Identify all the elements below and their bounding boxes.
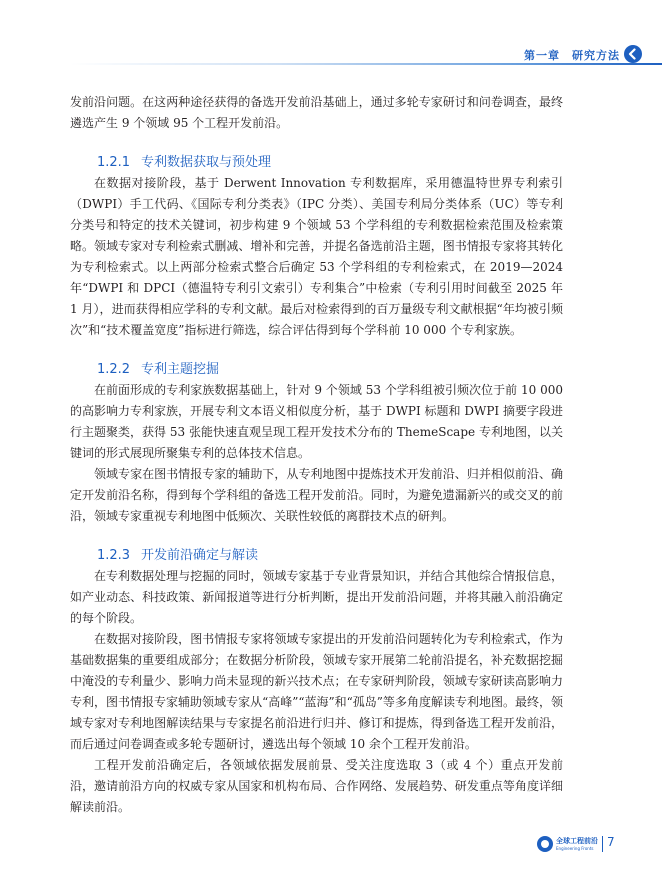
logo-chinese-text: 全球工程前沿 xyxy=(556,837,598,845)
engineering-fronts-logo xyxy=(537,835,599,855)
body-paragraph: 在数据对接阶段，图书情报专家将领域专家提出的开发前沿问题转化为专利检索式，作为基础数据集的重要组成部分；在数据分析阶段，领域专家开展第二轮前沿提名，补充数据挖掘中淹没的专利量少、影响力尚未显现的新兴技术点；在专家研判阶段，领域专家研读高影响力专利，图书情报专家辅助领域专家从“高峰”“蓝海”和“孤岛”等多角度解读专利地图。最终，领域专家对专利地图解读结果与专家提名前沿进行归并、修订和提炼，得到备选工程开发前沿，而后通过问卷调查或多轮专题研讨，遴选出每个领域 10 余个工程开发前沿。 xyxy=(70,632,563,751)
body-paragraph: 在专利数据处理与挖掘的同时，领域专家基于专业背景知识，并结合其他综合情报信息，如产业动态、科技政策、新闻报道等进行分析判断，提出开发前沿问题，并将其融入前沿确定的每个阶段。 xyxy=(70,569,563,625)
page-header xyxy=(0,0,662,70)
intro-paragraph: 发前沿问题。在这两种途径获得的备选开发前沿基础上，通过多轮专家研讨和问卷调查，最终遴选产生 9 个领域 95 个工程开发前沿。 xyxy=(70,95,563,130)
body-paragraph: 在前面形成的专利家族数据基础上，针对 9 个领域 53 个学科组被引频次位于前 10 000 的高影响力专利家族，开展专利文本语义相似度分析，基于 DWPI 标题和 DWPI 摘要字段进行主题聚类，获得 53 张能快速直观呈现工程开发技术分布的 ThemeScape 专利地图，以关键词的形式展现所聚集专利的总体技术信息。 xyxy=(70,383,563,460)
footer-divider xyxy=(602,836,603,852)
section-number: 1.2.3 xyxy=(97,548,131,563)
header-rule xyxy=(70,63,662,65)
body-paragraph: 领域专家在图书情报专家的辅助下，从专利地图中提炼技术开发前沿、归并相似前沿、确定开发前沿名称，得到每个学科组的备选工程开发前沿。同时，为避免遗漏新兴的或交叉的前沿，领域专家重视专利地图中低频次、关联性较低的离群技术点的研判。 xyxy=(70,467,563,523)
globe-icon xyxy=(537,836,553,852)
page-body xyxy=(70,92,563,818)
body-paragraph: 在数据对接阶段，基于 Derwent Innovation 专利数据库，采用德温特世界专利索引（DWPI）手工代码、《国际专利分类表》（IPC 分类）、美国专利局分类体系（UC）等专利分类号和特定的技术关键词，初步构建 9 个领域 53 个学科组的专利数据检索范围及检索策略。领域专家对专利检索式删减、增补和完善，并提名备选前沿主题，图书情报专家将其转化为专利检索式。以上两部分检索式整合后确定 53 个学科组的专利检索式，在 2019—2024 年“DWPI 和 DPCI（德温特专利引文索引）专利集合”中检索（专利引用时间截至 2025 年 1 月），进而获得相应学科的专利文献。最后对检索得到的百万量级专利文献根据“年均被引频次”和“技术覆盖宽度”指标进行筛选，综合评估得到每个学科前 10 000 个专利家族。 xyxy=(70,176,563,337)
section-heading-1-2-2 xyxy=(70,359,563,380)
section-heading-1-2-1 xyxy=(70,152,563,173)
section-number: 1.2.2 xyxy=(97,362,131,377)
section-number: 1.2.1 xyxy=(97,155,131,170)
body-paragraph: 工程开发前沿确定后，各领域依据发展前景、受关注度选取 3（或 4 个）重点开发前沿，邀请前沿方向的权威专家从国家和机构布局、合作网络、发展趋势、研发重点等角度详细解读前沿。 xyxy=(70,758,563,814)
section-title: 专利数据获取与预处理 xyxy=(141,155,272,170)
chapter-title: 第一章 研究方法 xyxy=(524,49,620,62)
section-title: 专利主题挖掘 xyxy=(141,362,220,377)
page-number: 7 xyxy=(607,835,615,849)
section-heading-1-2-3 xyxy=(70,545,563,566)
section-title: 开发前沿确定与解读 xyxy=(141,548,259,563)
chevron-left-icon xyxy=(624,45,642,63)
logo-english-text: Engineering Fronts xyxy=(556,846,594,851)
